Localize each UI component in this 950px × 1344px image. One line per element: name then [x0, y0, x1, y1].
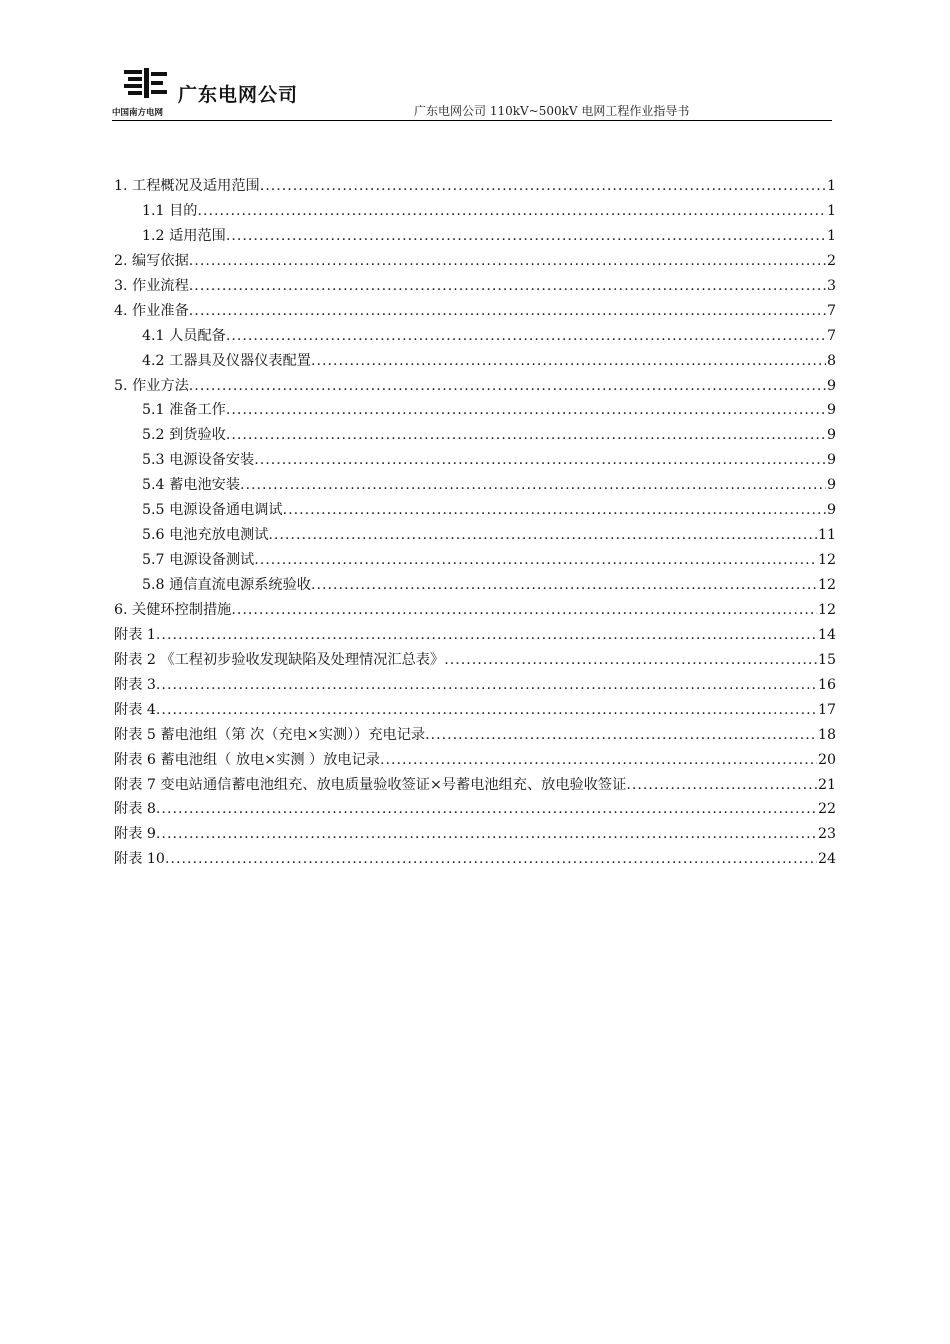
toc-dot-leader	[226, 224, 826, 249]
toc-entry-page: 1	[826, 178, 836, 194]
toc-entry-title: 5.6 电池充放电测试	[142, 527, 269, 544]
company-name: 广东电网公司	[178, 84, 299, 106]
toc-entry-title: 1.1 目的	[142, 202, 198, 219]
toc-entry-title: 5.7 电源设备测试	[142, 552, 255, 569]
toc-entry-title: 5.5 电源设备通电调试	[142, 502, 283, 519]
toc-entry[interactable]	[114, 673, 836, 698]
toc-entry-page: 24	[817, 851, 836, 868]
toc-dot-leader	[156, 822, 817, 847]
toc-entry-page: 18	[817, 726, 836, 743]
toc-entry[interactable]	[114, 648, 836, 673]
toc-entry-title: 1. 工程概况及适用范围	[114, 178, 260, 194]
toc-entry[interactable]	[114, 498, 836, 523]
toc-dot-leader	[626, 773, 817, 798]
toc-entry[interactable]	[114, 598, 836, 623]
toc-entry[interactable]	[114, 374, 836, 399]
toc-entry[interactable]	[114, 822, 836, 847]
toc-entry-page: 23	[817, 826, 836, 843]
toc-entry[interactable]	[114, 423, 836, 448]
toc-dot-leader	[240, 473, 826, 498]
toc-entry[interactable]	[114, 623, 836, 648]
toc-entry-title: 附表 10	[114, 851, 165, 868]
toc-entry[interactable]	[114, 548, 836, 573]
toc-dot-leader	[311, 349, 826, 374]
toc-entry[interactable]	[114, 723, 836, 748]
toc-dot-leader	[254, 548, 817, 573]
toc-entry-page: 9	[826, 502, 836, 519]
toc-entry[interactable]	[114, 698, 836, 723]
toc-entry-page: 7	[826, 327, 836, 344]
toc-dot-leader	[226, 398, 826, 423]
toc-entry-title: 附表 2 《工程初步验收发现缺陷及处理情况汇总表》	[114, 651, 445, 668]
toc-entry[interactable]	[114, 748, 836, 773]
toc-entry-page: 8	[826, 352, 836, 369]
toc-entry[interactable]	[114, 773, 836, 798]
toc-entry-title: 5.3 电源设备安装	[142, 452, 255, 469]
toc-entry-title: 附表 9	[114, 826, 156, 843]
toc-dot-leader	[226, 324, 826, 349]
toc-dot-leader	[156, 698, 817, 723]
toc-entry[interactable]	[114, 448, 836, 473]
toc-dot-leader	[189, 374, 826, 399]
toc-entry-page: 21	[817, 776, 836, 793]
toc-dot-leader	[311, 573, 817, 598]
toc-entry-page: 9	[826, 452, 836, 469]
toc-entry-page: 3	[826, 277, 836, 294]
toc-dot-leader	[189, 274, 826, 299]
toc-dot-leader	[226, 423, 826, 448]
toc-entry-title: 5.8 通信直流电源系统验收	[142, 577, 311, 593]
toc-dot-leader	[425, 723, 817, 748]
toc-entry-title: 1.2 适用范围	[142, 227, 226, 244]
toc-dot-leader	[444, 648, 817, 673]
toc-entry[interactable]	[114, 249, 836, 274]
toc-entry-page: 12	[817, 552, 836, 569]
toc-entry[interactable]	[114, 573, 836, 598]
toc-dot-leader	[254, 448, 826, 473]
toc-entry[interactable]	[114, 797, 836, 822]
page-header	[112, 62, 834, 122]
toc-entry-page: 9	[826, 477, 836, 494]
toc-dot-leader	[189, 249, 826, 274]
toc-entry-title: 4.2 工器具及仪器仪表配置	[142, 352, 311, 369]
toc-entry-page: 2	[826, 252, 836, 269]
toc-entry[interactable]	[114, 473, 836, 498]
toc-entry-title: 附表 5 蓄电池组（第 次（充电×实测））充电记录	[114, 726, 426, 743]
toc-entry[interactable]	[114, 299, 836, 324]
toc-entry[interactable]	[114, 174, 836, 199]
toc-dot-leader	[268, 523, 817, 548]
header-divider	[112, 120, 832, 121]
csg-logo-icon	[122, 68, 174, 102]
toc-dot-leader	[197, 199, 826, 224]
toc-dot-leader	[283, 498, 826, 523]
toc-entry-title: 附表 8	[114, 801, 156, 818]
toc-entry-title: 6. 关健环控制措施	[114, 601, 232, 618]
toc-entry-page: 22	[817, 801, 836, 818]
toc-entry-page: 16	[817, 676, 836, 693]
toc-dot-leader	[380, 748, 817, 773]
sub-brand: 中国南方电网	[112, 108, 164, 118]
toc-entry-page: 7	[826, 302, 836, 319]
table-of-contents	[114, 174, 836, 872]
toc-dot-leader	[260, 174, 826, 199]
toc-entry[interactable]	[114, 847, 836, 872]
toc-entry[interactable]	[114, 224, 836, 249]
toc-entry-title: 4.1 人员配备	[142, 327, 226, 344]
toc-dot-leader	[156, 623, 817, 648]
toc-entry[interactable]	[114, 523, 836, 548]
toc-entry-page: 9	[826, 402, 836, 419]
toc-entry-page: 17	[817, 701, 836, 718]
toc-entry-title: 3. 作业流程	[114, 277, 189, 294]
toc-entry[interactable]	[114, 274, 836, 299]
toc-entry-page: 9	[826, 427, 836, 444]
toc-entry[interactable]	[114, 324, 836, 349]
toc-entry-page: 20	[817, 751, 836, 768]
toc-entry-title: 2. 编写依据	[114, 252, 189, 269]
toc-entry-title: 附表 1	[114, 626, 156, 643]
toc-entry-page: 1	[826, 227, 836, 244]
toc-dot-leader	[165, 847, 817, 872]
toc-entry-title: 附表 6 蓄电池组（ 放电×实测 ）放电记录	[114, 751, 380, 768]
toc-entry-title: 5. 作业方法	[114, 377, 189, 394]
toc-entry-page: 1	[826, 202, 836, 219]
toc-entry-page: 12	[817, 577, 836, 593]
toc-entry[interactable]	[114, 349, 836, 374]
toc-entry-page: 15	[817, 651, 836, 668]
toc-entry-title: 附表 7 变电站通信蓄电池组充、放电质量验收签证×号蓄电池组充、放电验收签证	[114, 776, 627, 793]
toc-entry[interactable]	[114, 199, 836, 224]
toc-entry-page: 9	[826, 377, 836, 394]
document-title: 广东电网公司 110kV~500kV 电网工程作业指导书	[414, 104, 690, 118]
toc-entry-title: 5.4 蓄电池安装	[142, 477, 241, 494]
toc-entry-page: 11	[817, 527, 836, 544]
toc-entry-title: 5.1 准备工作	[142, 402, 226, 419]
toc-entry-title: 5.2 到货验收	[142, 427, 226, 444]
toc-dot-leader	[231, 598, 817, 623]
toc-entry-page: 12	[817, 601, 836, 618]
toc-entry-title: 附表 3	[114, 676, 156, 693]
toc-dot-leader	[156, 673, 817, 698]
toc-entry[interactable]	[114, 398, 836, 423]
company-logo	[112, 66, 312, 118]
toc-entry-title: 附表 4	[114, 701, 156, 718]
toc-dot-leader	[189, 299, 826, 324]
toc-entry-page: 14	[817, 626, 836, 643]
toc-entry-title: 4. 作业准备	[114, 302, 189, 319]
toc-dot-leader	[156, 797, 817, 822]
